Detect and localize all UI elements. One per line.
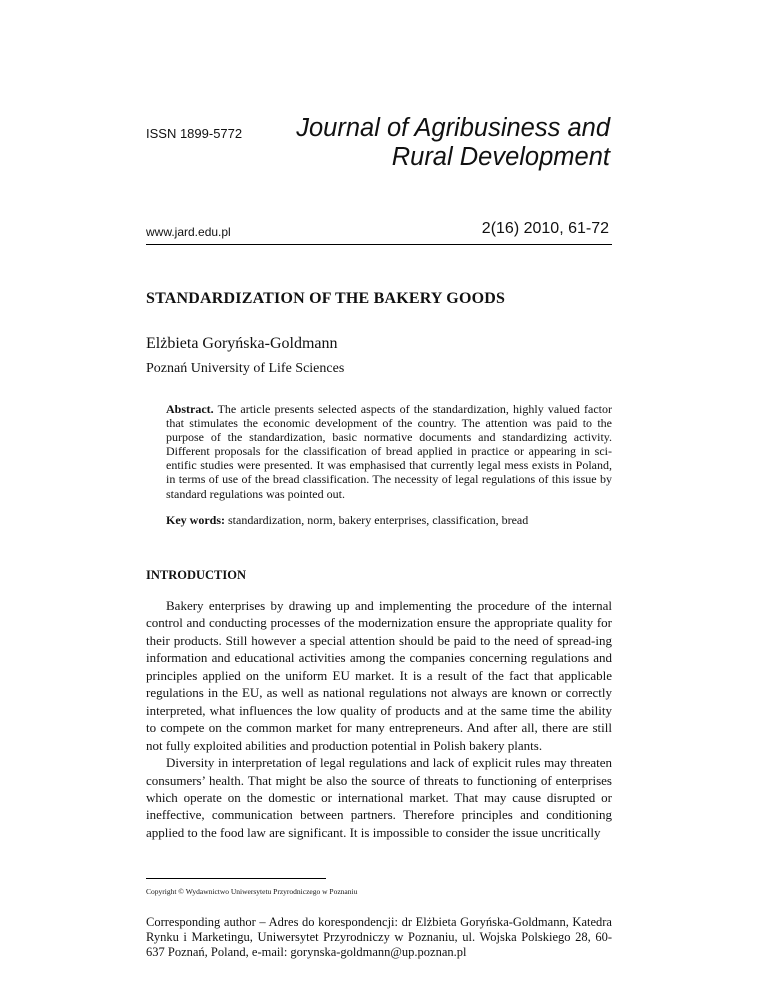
volume-pages: 2(16) 2010, 61-72 xyxy=(481,220,609,237)
journal-title-line-1: Journal of Agribusiness and xyxy=(296,114,610,142)
keywords xyxy=(166,513,612,528)
journal-url[interactable]: www.jard.edu.pl xyxy=(146,225,231,239)
keywords-text: standardization, norm, bakery enterprises, classification, bread xyxy=(225,513,529,527)
header-divider xyxy=(146,244,612,245)
journal-title xyxy=(230,114,610,172)
author-affiliation: Poznań University of Life Sciences xyxy=(146,361,345,376)
body-paragraph-2: Diversity in interpretation of legal regulations and lack of explicit rules may threaten consumers’ health. That might be also the source of threats to functioning of enterprises which operate on the domestic or international market. That may cause disrupted or ineffective, communication between partners. Therefore principles and conditioning applied to the food law are significant. It is impossible to consider the issue uncritically xyxy=(146,755,612,840)
copyright-notice: Copyright © Wydawnictwo Uniwersytetu Przyrodniczego w Poznaniu xyxy=(146,887,358,896)
journal-title-line-2: Rural Development xyxy=(391,143,610,171)
issn-label: ISSN 1899-5772 xyxy=(146,126,243,141)
abstract-text: The article presents selected aspects of the standardization, highly valued factor that stimulates the economic development of the country. The attention was paid to the purpose of the standardization, basic normative documents and standardizing activity. Different proposals for the classification of bread applied in practice or appearing in sci-entific studies were presented. It was emphasised that currently legal mess exists in Poland, in terms of use of the bread classification. The necessity of legal regulations of this issue by standard regulations was pointed out. xyxy=(166,402,612,501)
footnote-divider xyxy=(146,878,326,879)
abstract-label: Abstract. xyxy=(166,402,214,416)
article-title: STANDARDIZATION OF THE BAKERY GOODS xyxy=(146,290,506,307)
author-name: Elżbieta Goryńska-Goldmann xyxy=(146,335,338,352)
corresponding-author: Corresponding author – Adres do korespondencji: dr Elżbieta Goryńska-Goldmann, Katedra Rynku i Marketingu, Uniwersytet Przyrodniczy w Poznaniu, ul. Wojska Polskiego 28, 60-637 Poznań, Poland, e-mail: gorynska-goldmann@up.poznan.pl xyxy=(146,915,612,960)
section-heading-introduction: INTRODUCTION xyxy=(146,568,247,582)
abstract xyxy=(166,402,612,501)
body-paragraph-1: Bakery enterprises by drawing up and implementing the procedure of the internal control and conducting processes of the modernization ensure the appropriate quality for their products. Still however a special attention should be paid to the need of spread-ing information and educational activities among the companies concerning regulations and principles applied on the uniform EU market. It is a result of the fact that applicable regulations in the EU, as well as national regulations not always are known or correctly interpreted, what influences the low quality of products and at the same time the ability to compete on the common market for many entrepreneurs. And after all, there are still not fully exploited abilities and production potential in Polish bakery plants. xyxy=(146,598,612,753)
keywords-label: Key words: xyxy=(166,513,225,527)
body-text xyxy=(146,597,612,841)
